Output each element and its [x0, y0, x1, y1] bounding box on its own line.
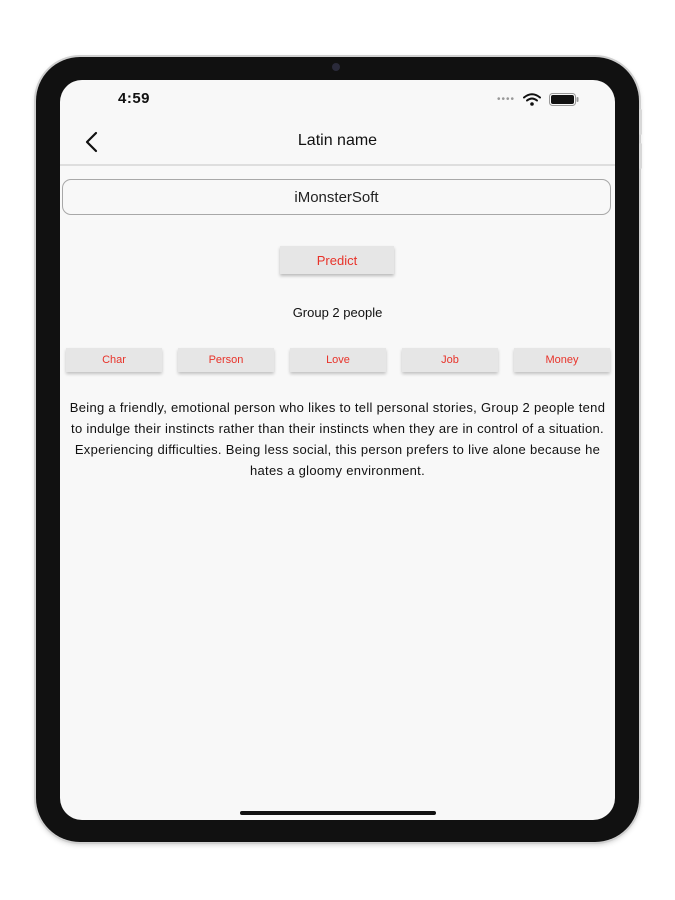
volume-button: [639, 143, 642, 169]
battery-icon: [549, 93, 579, 106]
status-time: 4:59: [118, 90, 151, 107]
app-screen: [60, 80, 615, 820]
tab-char[interactable]: Char: [66, 348, 162, 372]
name-input[interactable]: [62, 179, 611, 215]
tablet-frame: [36, 57, 639, 842]
description-text: Being a friendly, emotional person who likes to tell personal stories, Group 2 people tend to indulge their instincts rather than their instincts when they are in control of a situation. Experiencing difficulties. Being less social, this person prefers to live alone because he hates a gloomy environment.: [69, 400, 606, 478]
volume-button: [639, 109, 642, 135]
camera-icon: [332, 63, 340, 71]
navigation-bar: [60, 120, 615, 166]
predict-button[interactable]: Predict: [280, 246, 394, 274]
tab-person[interactable]: Person: [178, 348, 274, 372]
page-title: Latin name: [297, 132, 378, 149]
tab-job[interactable]: Job: [402, 348, 498, 372]
status-bar: [60, 80, 615, 120]
status-icons: [497, 93, 579, 106]
category-tabs: [66, 348, 612, 374]
wifi-icon: [523, 93, 541, 106]
signal-dots-icon: ••••: [496, 94, 515, 105]
group-result-label: Group 2 people: [292, 305, 383, 320]
tab-love[interactable]: Love: [290, 348, 386, 372]
home-indicator[interactable]: [240, 811, 436, 815]
tab-money[interactable]: Money: [514, 348, 610, 372]
